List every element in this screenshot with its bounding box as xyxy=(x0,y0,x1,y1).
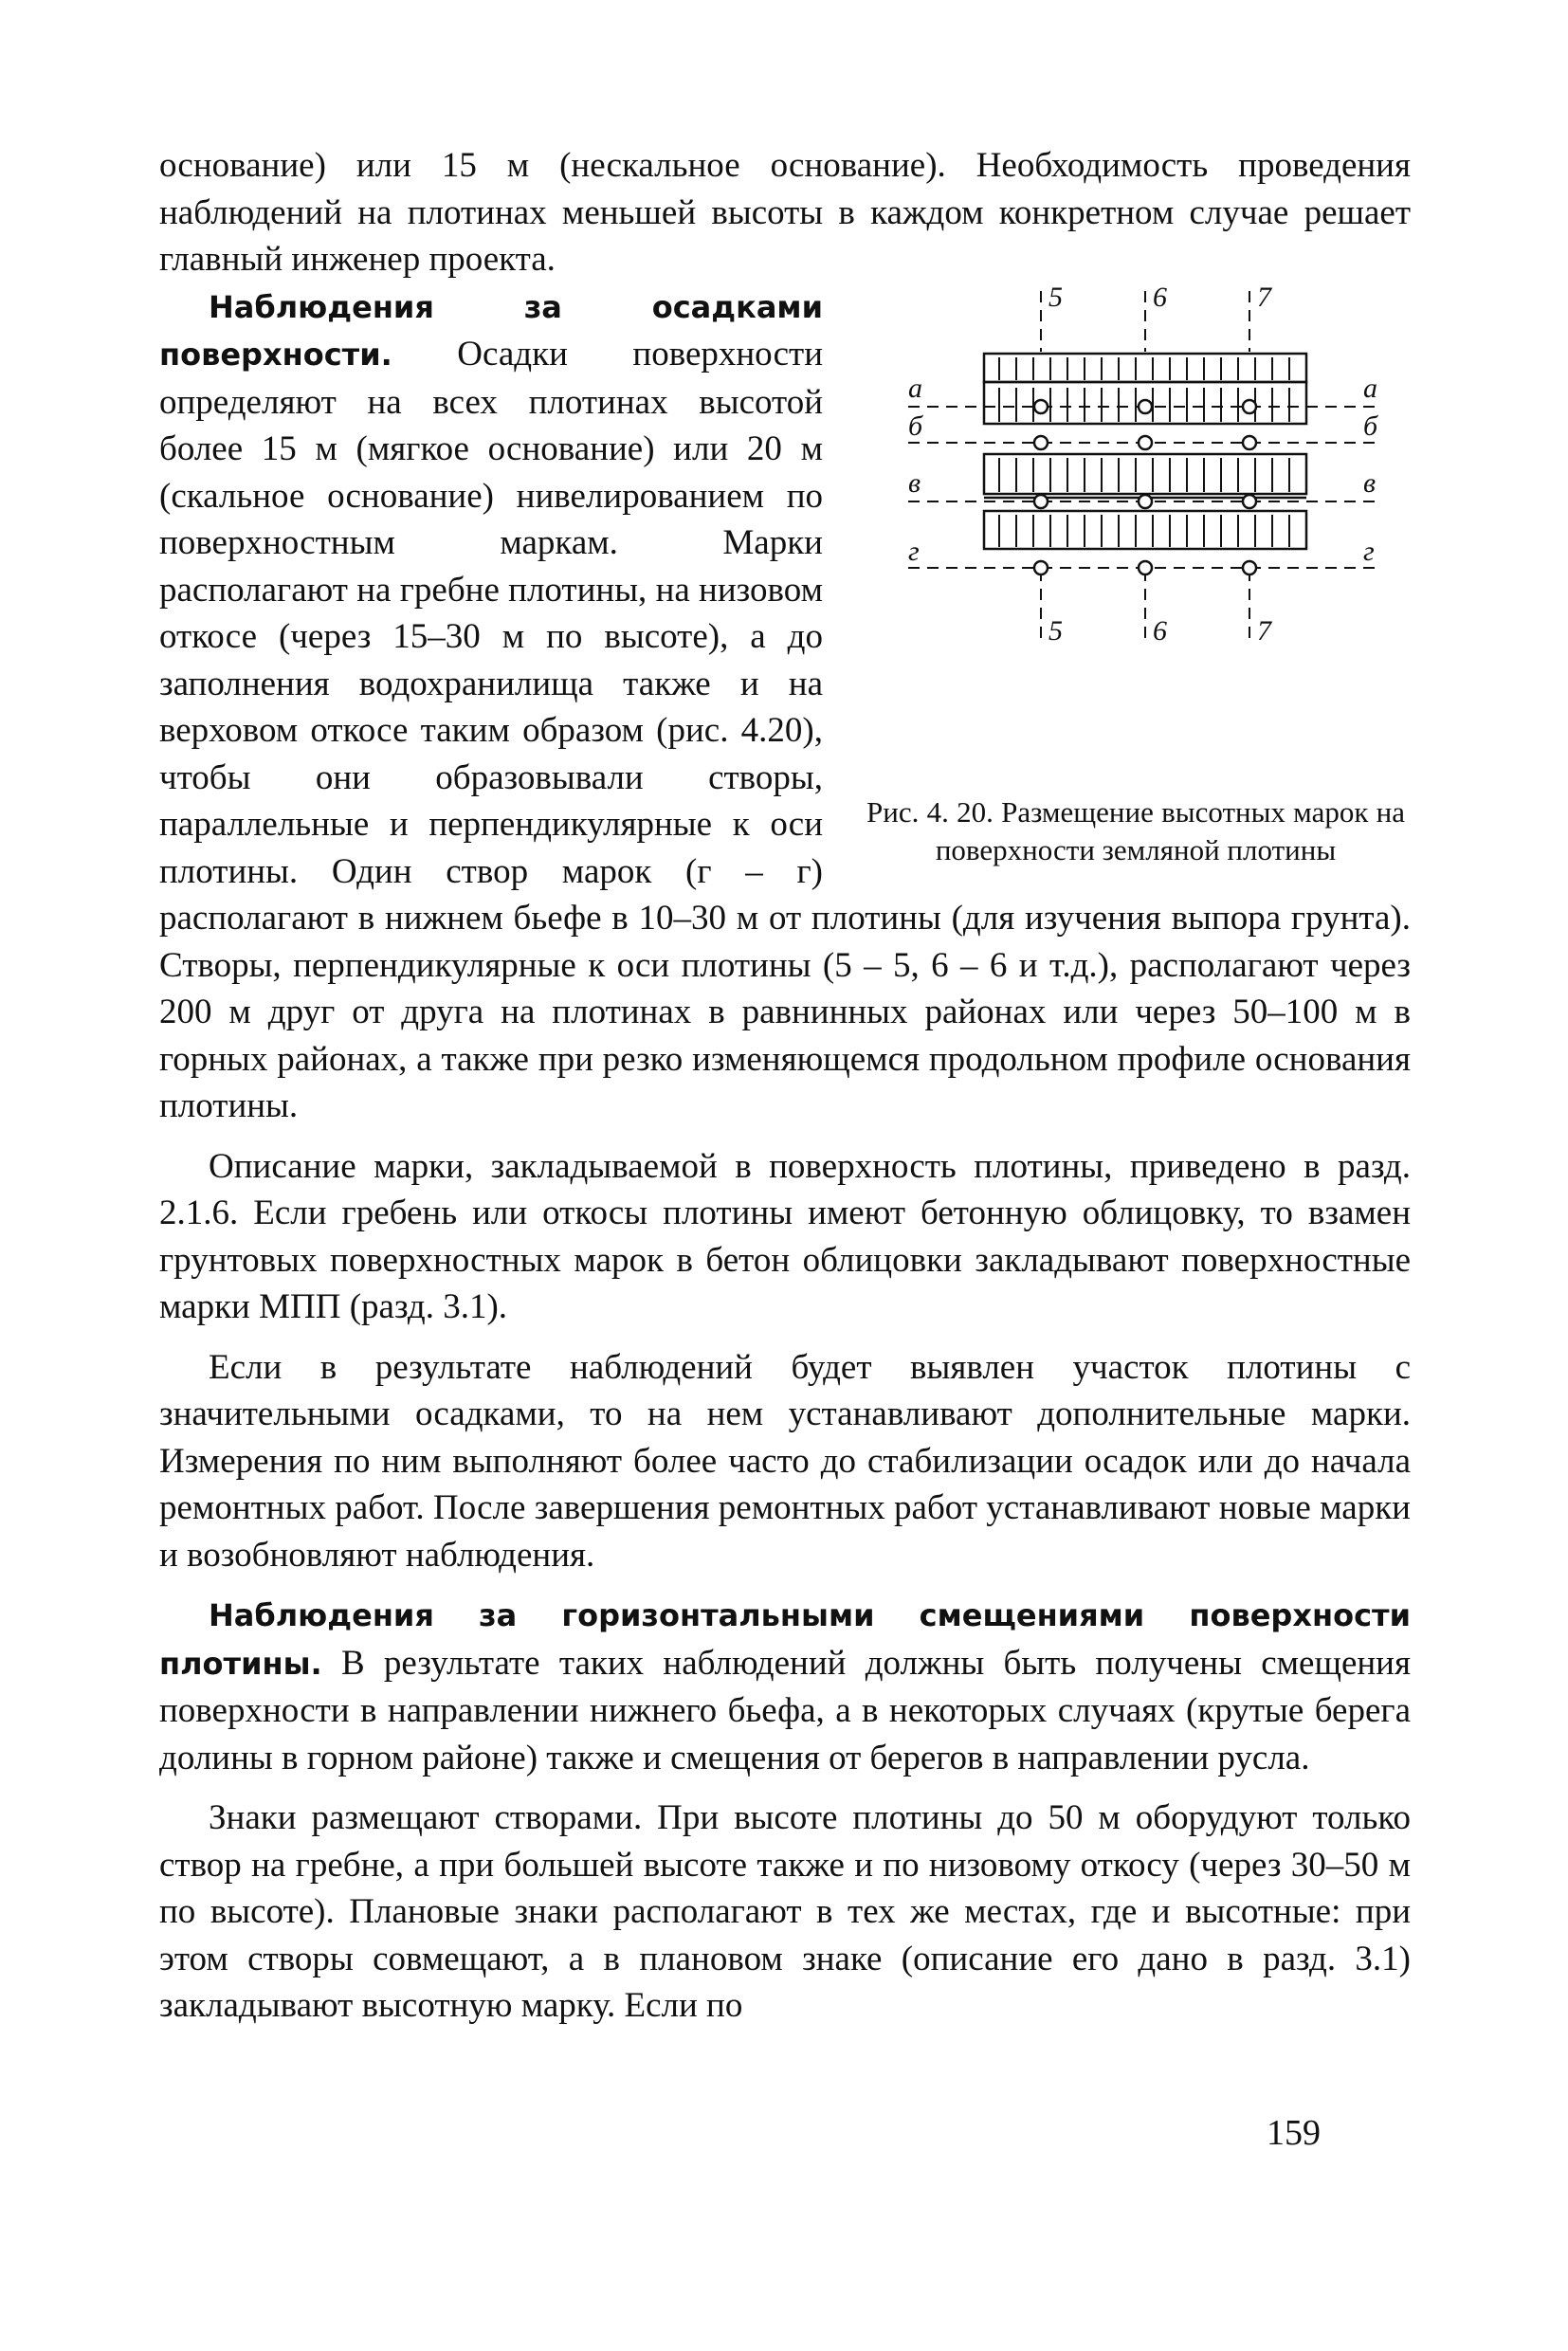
survey-mark xyxy=(1243,495,1256,508)
survey-mark xyxy=(1243,400,1256,413)
survey-mark xyxy=(1139,495,1152,508)
paragraph-6: Знаки размещают створами. При высоте плотины до 50 м оборудуют только створ на гребне, а при большей высоте также и по низовому откосу (через 30–50 м по высоте). Плановые знаки располагают в тех же местах, где и высотные: при этом створы совмещают, а в плановом знаке (описание его дано в разд. 3.1) закладывают высотную марку. Если по xyxy=(159,1798,1411,2025)
paragraph-4: Если в результате наблюдений будет выявлен участок плотины с значительными осадками, то на нем устанавливают дополнительные марки. Измерения по ним выполняют более часто до стабилизации осадок или до начала ремонтных работ. После завершения ремонтных работ устанавливают новые марки и возобновляют наблюдения. xyxy=(159,1347,1411,1575)
alignment-lines xyxy=(908,291,1382,644)
label-right-v: в xyxy=(1363,466,1377,499)
paragraph-1: основание) или 15 м (нескальное основание). Необходимость проведения наблюдений на плотинах меньшей высоты в каждом конкретном случае решает главный инженер проекта. xyxy=(159,146,1411,279)
survey-mark xyxy=(1034,400,1048,413)
label-top-6: 6 xyxy=(1153,284,1167,313)
survey-mark xyxy=(1139,400,1152,413)
label-top-5: 5 xyxy=(1048,284,1063,313)
figure-caption: Рис. 4. 20. Размещение высотных марок на поверхности земляной плотины xyxy=(866,794,1405,866)
label-bottom-5: 5 xyxy=(1048,614,1063,647)
figure-4-20 xyxy=(861,285,1411,869)
label-left-g: г xyxy=(908,535,920,567)
page-body xyxy=(159,142,1411,2030)
survey-mark xyxy=(1139,436,1152,449)
label-top-7: 7 xyxy=(1257,284,1271,313)
section-settlement xyxy=(159,283,1411,1130)
label-left-v: в xyxy=(908,466,921,499)
page-number: 159 xyxy=(1267,2113,1321,2153)
paragraph-3: Описание марки, закладываемой в поверхность плотины, приведено в разд. 2.1.6. Если гребень или откосы плотины имеют бетонную облицовку, то взамен грунтовых поверхностных марок в бетон облицовки закладывают поверхностные марки МПП (разд. 3.1). xyxy=(159,1146,1411,1326)
label-bottom-6: 6 xyxy=(1153,614,1167,647)
label-right-b: б xyxy=(1363,410,1378,442)
survey-mark xyxy=(1034,436,1048,449)
survey-mark xyxy=(1034,495,1048,508)
label-right-g: г xyxy=(1363,535,1375,567)
diagram-labels xyxy=(908,285,1378,647)
survey-mark-diagram xyxy=(870,285,1401,778)
paragraph-horizontal-body: В результате таких наблюдений должны быть получены смещения поверхности в направлении нижнего бьефа, а в некоторых случаях (крутые берега долины в горном районе) также и смещения от берегов в направлении русла. xyxy=(159,1643,1411,1777)
hatch-ticks xyxy=(999,357,1289,547)
paragraph-horizontal xyxy=(159,1592,1411,1781)
heading-horizontal: Наблюдения за горизонтальными смещениями поверхности плотины. xyxy=(159,1597,1411,1682)
survey-mark xyxy=(1139,561,1152,574)
survey-mark xyxy=(1243,436,1256,449)
survey-mark xyxy=(1243,561,1256,574)
heading-settlement: Наблюдения за осадками поверхности. xyxy=(159,288,823,373)
label-left-b: б xyxy=(908,410,923,442)
label-right-a: а xyxy=(1363,372,1377,404)
label-bottom-7: 7 xyxy=(1257,614,1271,647)
survey-mark xyxy=(1034,561,1048,574)
paragraph-settlement-body: Осадки поверхности определяют на всех плотинах высотой более 15 м (мягкое основание) или 20 м (скальное основание) нивелированием по поверхностным маркам. Марки располагают на гребне плотины, на низовом откосе (через 15–30 м по высоте), а до заполнения водохранилища также и на верховом откосе таким образом (рис. 4.20), чтобы они образовывали створы, параллельные и перпендикулярные к оси плотины. Один створ марок (г – г) располагают в нижнем бьефе в 10–30 м от плотины (для изучения выпора грунта). Створы, перпендикулярные к оси плотины (5 – 5, 6 – 6 и т.д.), располагают через 200 м друг от друга на плотинах в равнинных районах или через 50–100 м в горных районах, а также при резко изменяющемся продольном профиле основания плотины. xyxy=(159,335,1411,1125)
label-left-a: а xyxy=(908,372,922,404)
